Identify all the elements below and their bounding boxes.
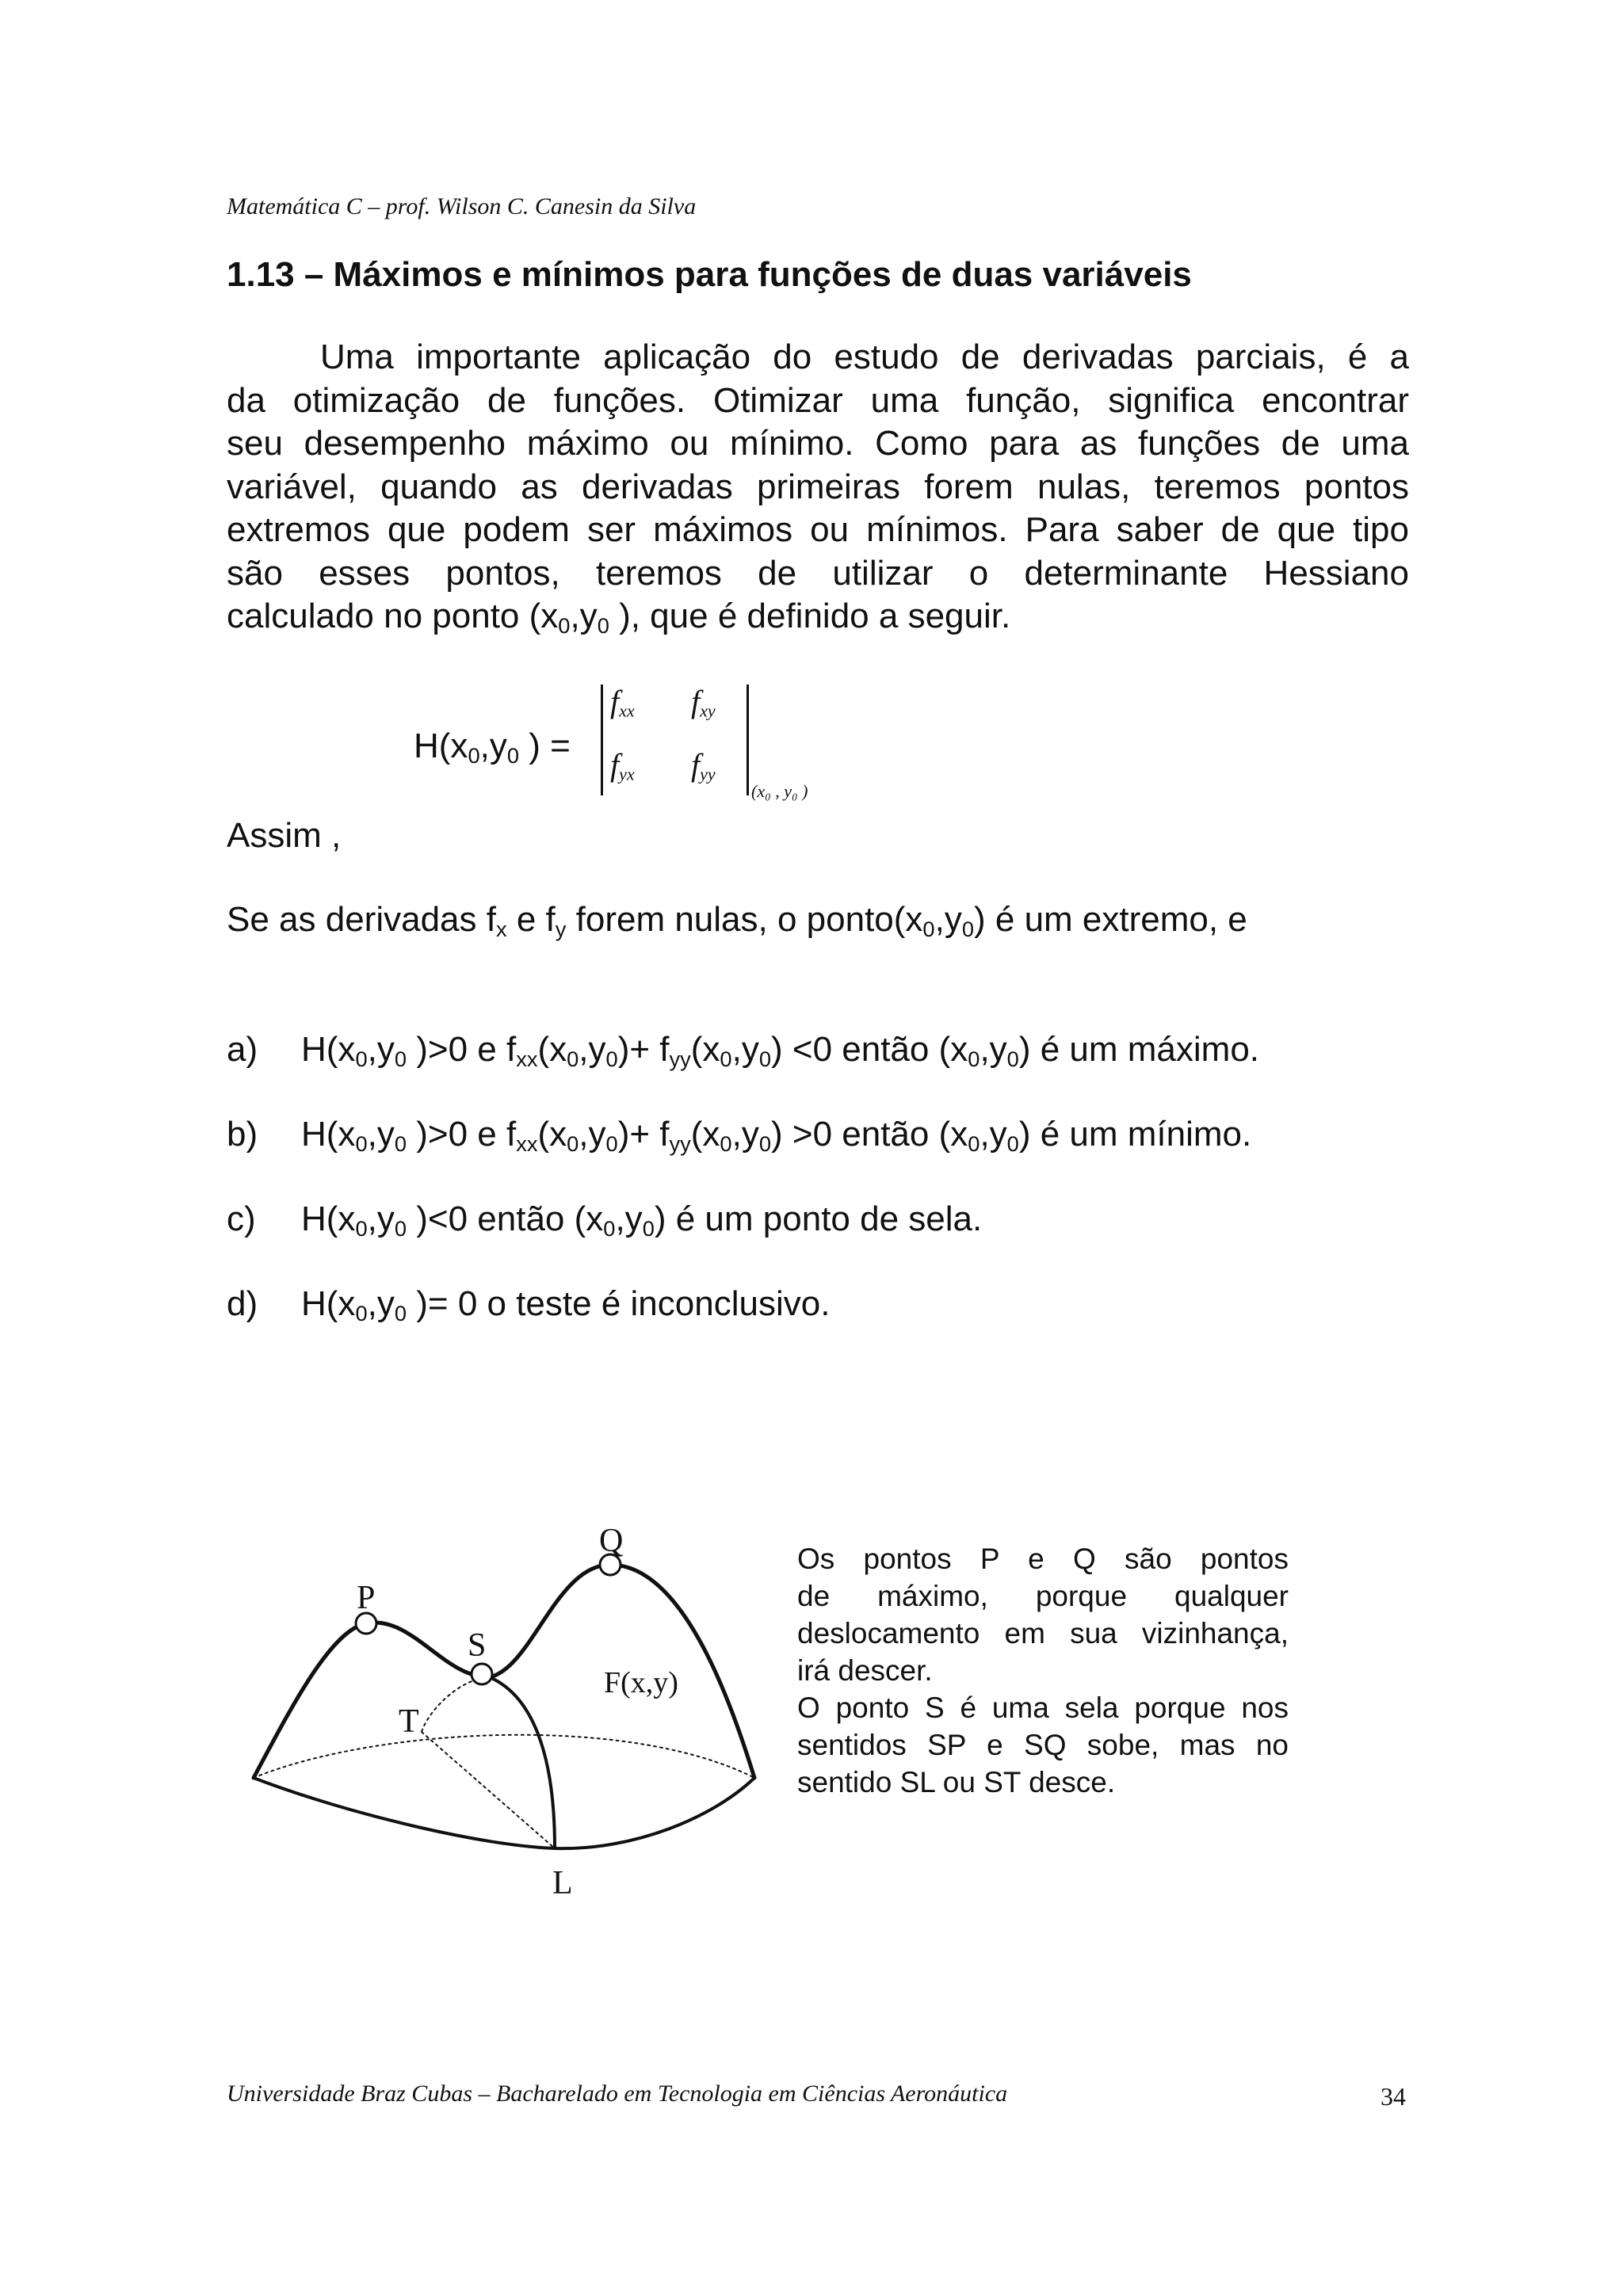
case-segment: )+ f [617, 1030, 670, 1069]
f-symbol: f [691, 747, 701, 783]
label-l: L [552, 1865, 573, 1901]
surface-front-curve [490, 1677, 555, 1848]
figure-explanation [797, 1540, 1289, 1801]
subscript: 0 [642, 1215, 655, 1241]
explanation-line: de máximo, porque qualquer [797, 1580, 1289, 1612]
subscript: yy [669, 1131, 691, 1156]
subscript: 0 [968, 1046, 980, 1071]
subscript: 0 [355, 1215, 368, 1241]
case-label: d) [227, 1284, 258, 1323]
page-footer: Universidade Braz Cubas – Bacharelado em Tecnologia em Ciências Aeronáutica [227, 2081, 1008, 2107]
condition-text: ) é um extremo, e [974, 900, 1247, 939]
intro-text: ), que é definido a seguir. [609, 597, 1011, 635]
intro-text: ,y [570, 597, 598, 635]
dotted-s-to-t [422, 1677, 490, 1732]
case-segment: H(x [301, 1030, 356, 1069]
subscript: 0 [468, 742, 480, 768]
subscript: yy [669, 1046, 691, 1071]
subscript: 0 [720, 1131, 732, 1156]
subscript: 0 [922, 916, 935, 941]
subscript: 0 [567, 1131, 579, 1156]
surface-left-slope [254, 1623, 490, 1778]
intro-line: extremos que podem ser máximos ou mínimos. Para saber de que tipo [227, 510, 1409, 549]
point-s-marker [472, 1664, 492, 1684]
case-segment: (x [537, 1115, 567, 1154]
subscript: yx [619, 764, 635, 784]
subscript: 0 [1006, 1046, 1019, 1071]
case-segment: ,y [367, 1199, 395, 1238]
subscript: 0 [394, 1215, 407, 1241]
case-segment: )>0 e f [407, 1030, 517, 1069]
subscript: 0 [605, 1131, 618, 1156]
subscript: xx [516, 1046, 538, 1071]
explanation-line: irá descer. [797, 1654, 933, 1687]
running-header: Matemática C – prof. Wilson C. Canesin da Silva [227, 193, 697, 219]
intro-line: da otimização de funções. Otimizar uma função, significa encontrar [227, 380, 1409, 420]
hessian-text: H(x [414, 727, 468, 765]
case-segment: (x [690, 1115, 720, 1154]
subscript: 0 [968, 1131, 980, 1156]
case-segment: ) <0 então (x [771, 1030, 968, 1069]
label-function: F(x,y) [604, 1666, 678, 1699]
explanation-line: sentido SL ou ST desce. [797, 1766, 1116, 1798]
subscript: 0 [961, 916, 974, 941]
hessian-text: ) = [519, 727, 571, 765]
case-segment: H(x [301, 1115, 356, 1154]
case-segment: ,y [731, 1030, 759, 1069]
case-segment: (x [690, 1030, 720, 1069]
subscript: y [555, 916, 567, 941]
condition-text: Se as derivadas f [227, 900, 496, 939]
subscript: 0 [567, 1046, 579, 1071]
subscript: 0 [355, 1046, 368, 1071]
explanation-line: deslocamento em sua vizinhança, [797, 1617, 1289, 1650]
case-segment: ,y [367, 1284, 395, 1323]
label-q: Q [599, 1523, 624, 1559]
subscript: 0 [394, 1046, 407, 1071]
f-symbol: f [691, 684, 701, 719]
label-t: T [399, 1703, 419, 1740]
subscript: xx [619, 700, 635, 721]
subscript: 0 [355, 1131, 368, 1156]
surface-bottom-edge [254, 1778, 754, 1848]
f-symbol: f [610, 684, 620, 719]
intro-line: seu desempenho máximo ou mínimo. Como para as funções de uma [227, 424, 1409, 463]
subscript: 0 [394, 1131, 407, 1156]
label-p: P [357, 1580, 376, 1616]
case-segment: )+ f [617, 1115, 670, 1154]
subscript: 0 [394, 1300, 407, 1325]
case-segment: ,y [579, 1115, 606, 1154]
case-segment: )>0 e f [407, 1115, 517, 1154]
subscript: 0 [506, 742, 520, 768]
explanation-line: sentidos SP e SQ sobe, mas no [797, 1729, 1289, 1761]
condition-text: ,y [934, 900, 962, 939]
intro-text: calculado no ponto (x [227, 597, 559, 635]
intro-line: Uma importante aplicação do estudo de derivadas parciais, é a [320, 338, 1409, 376]
case-segment: ,y [731, 1115, 759, 1154]
condition-text: e f [506, 900, 556, 939]
label-s: S [468, 1627, 487, 1664]
case-segment: )= 0 o teste é inconclusivo. [407, 1284, 831, 1323]
case-label: a) [227, 1030, 258, 1069]
hessian-text: ,y [479, 727, 507, 765]
evaluation-point: (x₀ , y₀ ) [751, 781, 808, 801]
condition-text: forem nulas, o ponto(x [566, 900, 923, 939]
case-segment: (x [537, 1030, 567, 1069]
case-segment: H(x [301, 1284, 356, 1323]
case-segment: ,y [367, 1115, 395, 1154]
intro-line: são esses pontos, teremos de utilizar o determinante Hessiano [227, 553, 1409, 593]
intro-line: variável, quando as derivadas primeiras forem nulas, teremos pontos [227, 467, 1409, 506]
case-segment: ,y [579, 1030, 606, 1069]
case-segment: ) é um mínimo. [1018, 1115, 1252, 1154]
subscript: 0 [758, 1131, 771, 1156]
section-heading: 1.13 – Máximos e mínimos para funções de duas variáveis [227, 255, 1192, 294]
case-segment: ) é um ponto de sela. [654, 1199, 983, 1238]
subscript: 0 [355, 1300, 368, 1325]
dotted-back-arc [254, 1735, 754, 1778]
subscript: x [495, 916, 507, 941]
subscript: 0 [605, 1046, 618, 1071]
case-label: c) [227, 1199, 256, 1238]
subscript: 0 [758, 1046, 771, 1071]
explanation-line: Os pontos P e Q são pontos [797, 1543, 1289, 1575]
case-segment: ) é um máximo. [1018, 1030, 1260, 1069]
assim-label: Assim , [227, 816, 342, 855]
case-segment: H(x [301, 1199, 356, 1238]
case-segment: ,y [980, 1115, 1007, 1154]
subscript: yy [700, 764, 716, 784]
subscript: 0 [558, 612, 571, 638]
subscript: 0 [1006, 1131, 1019, 1156]
case-segment: ,y [980, 1030, 1007, 1069]
subscript: 0 [603, 1215, 616, 1241]
page-number: 34 [1381, 2082, 1406, 2111]
case-segment: ,y [367, 1030, 395, 1069]
case-label: b) [227, 1115, 258, 1154]
subscript: xx [516, 1131, 538, 1156]
case-segment: ) >0 então (x [771, 1115, 968, 1154]
case-segment: )<0 então (x [407, 1199, 604, 1238]
explanation-line: O ponto S é uma sela porque nos [797, 1691, 1289, 1724]
subscript: 0 [720, 1046, 732, 1071]
subscript: xy [700, 700, 716, 721]
subscript: 0 [597, 612, 609, 638]
f-symbol: f [610, 747, 620, 783]
case-segment: ,y [615, 1199, 643, 1238]
